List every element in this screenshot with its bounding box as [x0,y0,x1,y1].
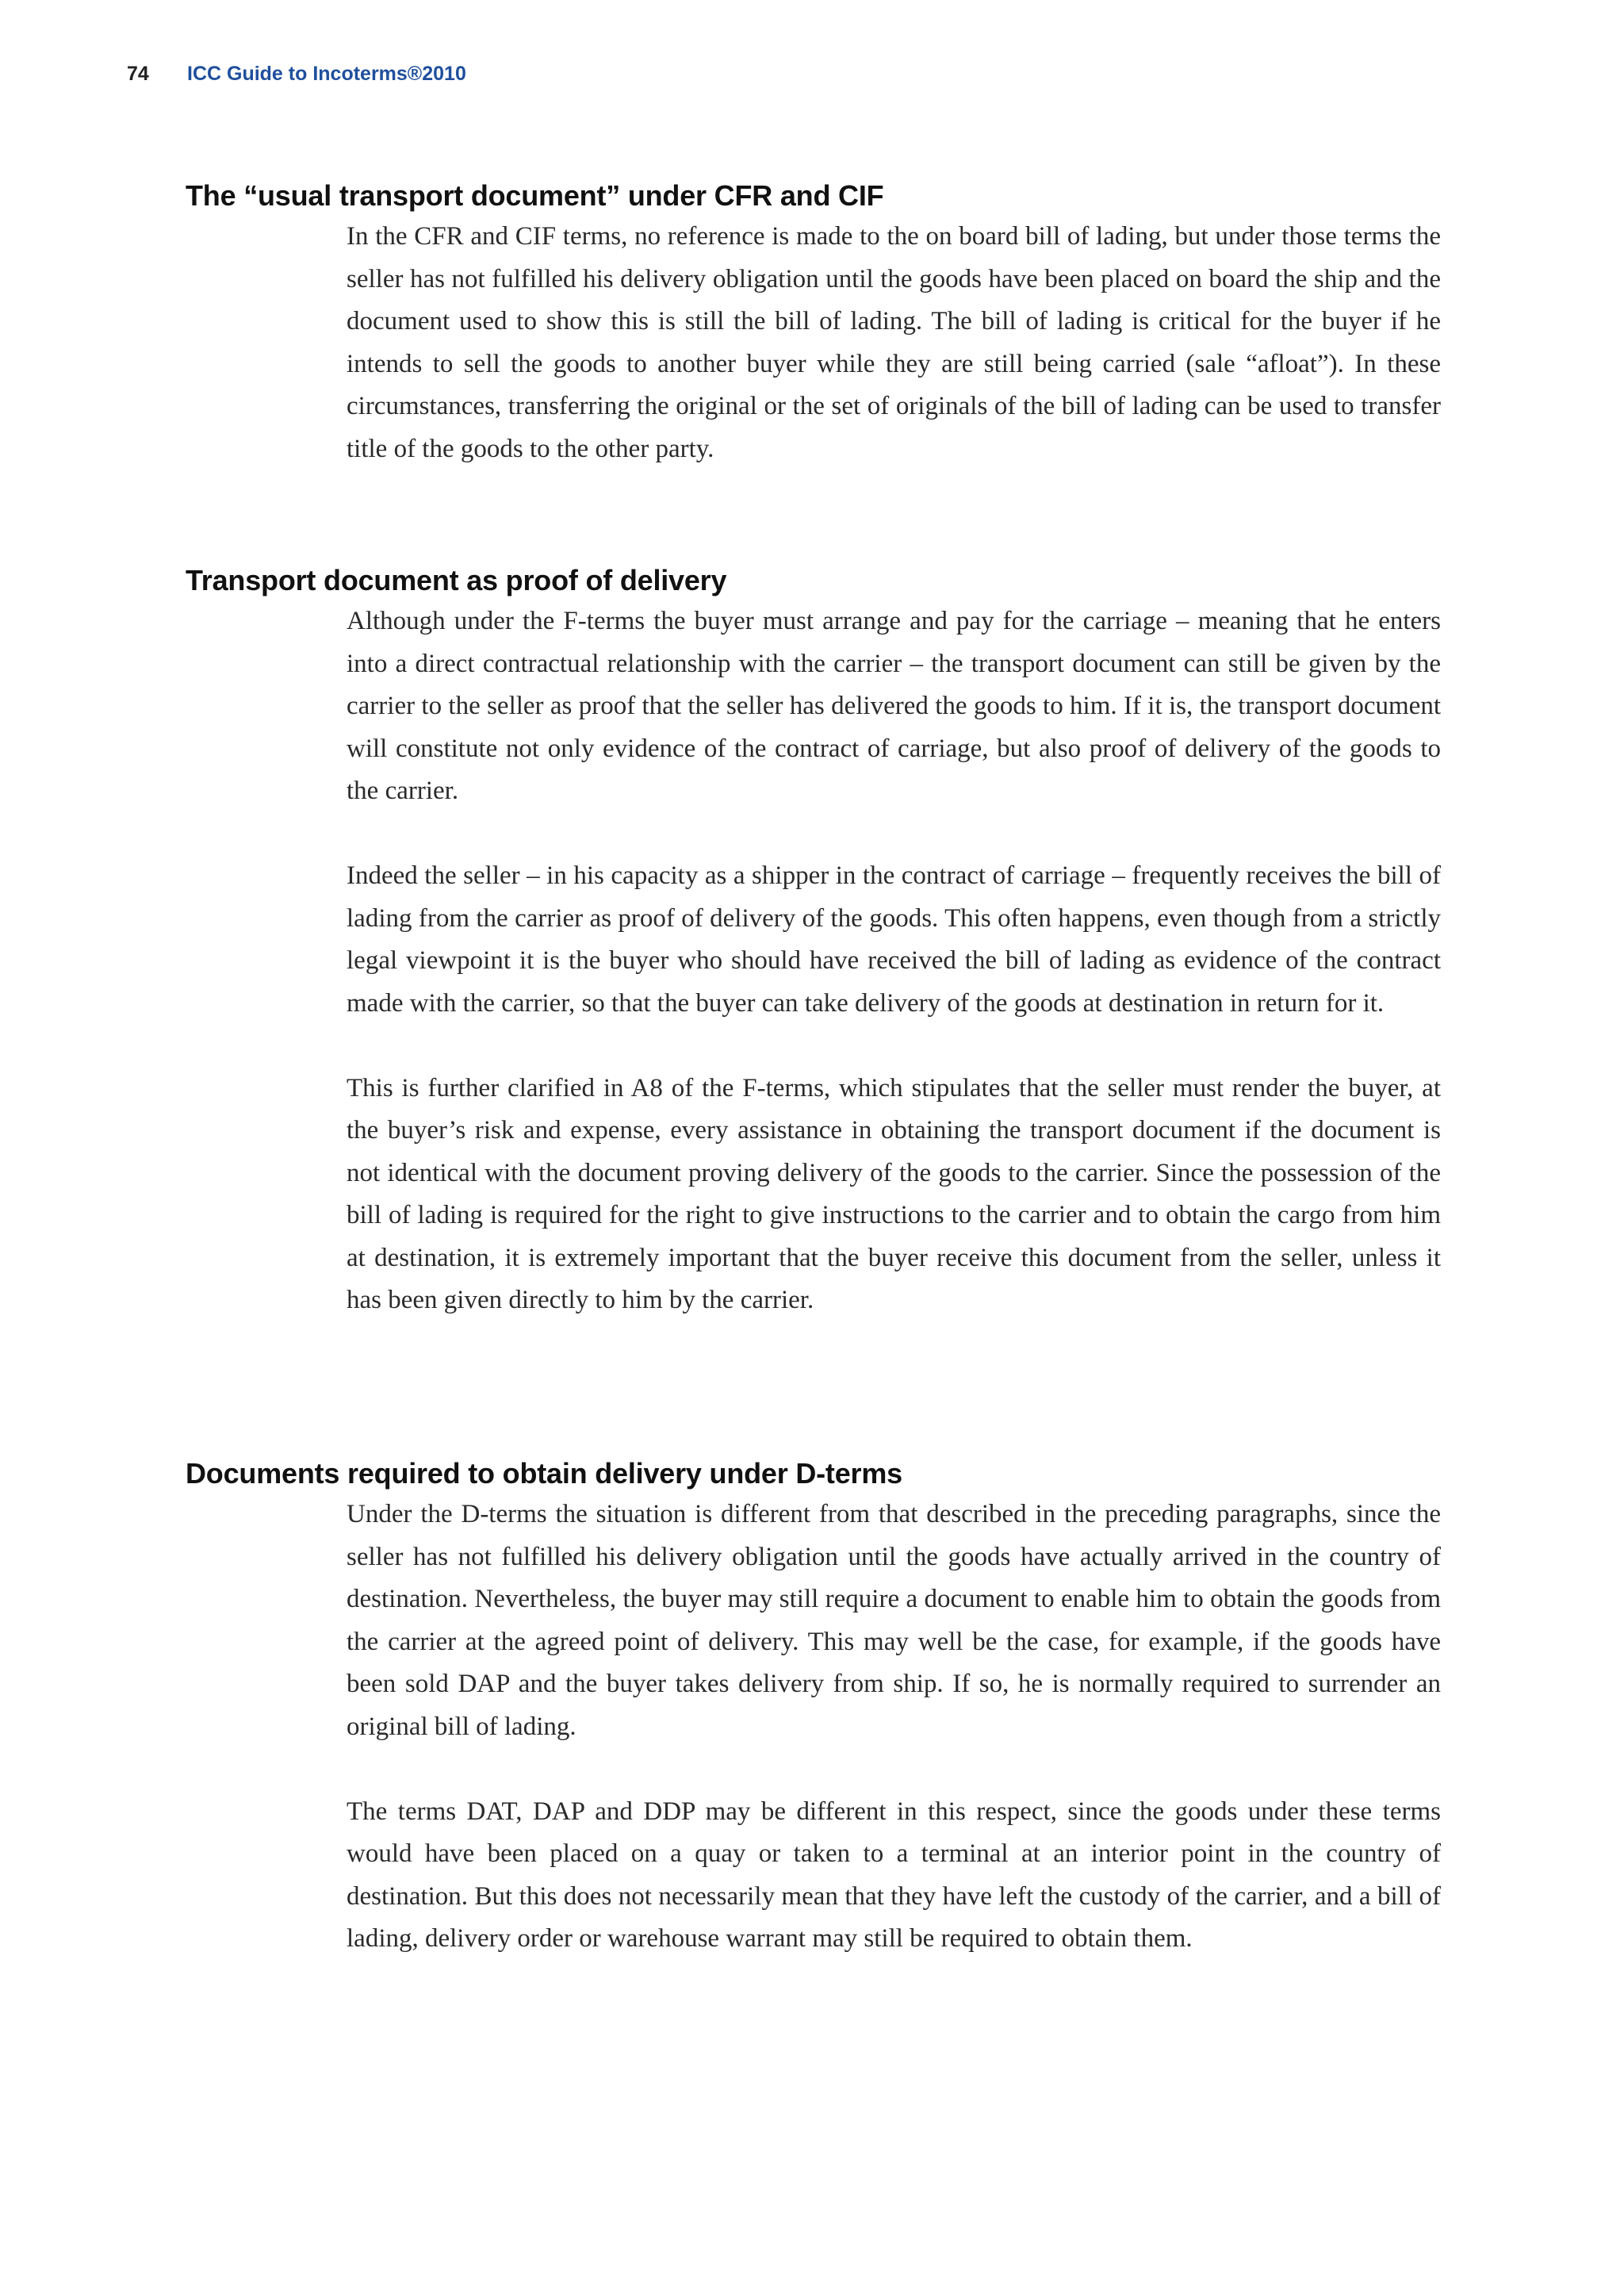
section-heading: The “usual transport document” under CFR and CIF [186,179,884,212]
body-paragraph: The terms DAT, DAP and DDP may be different in this respect, since the goods under these terms would have been placed on a quay or taken to a terminal at an interior point in the country of destination. But this does not necessarily mean that they have left the custody of the carrier, and a bill of lading, delivery order or warehouse warrant may still be required to obtain them. [347,1797,1441,1953]
body-paragraph: This is further clarified in A8 of the F-terms, which stipulates that the seller must render the buyer, at the buyer’s risk and expense, every assistance in obtaining the transport document if the document is not identical with the document proving delivery of the goods to the carrier. Since the possession of the bill of lading is required for the right to give instructions to the carrier and to obtain the cargo from him at destination, it is extremely important that the buyer receive this document from the seller, unless it has been given directly to him by the carrier. [347,1073,1441,1314]
running-header [127,60,466,87]
body-paragraph: In the CFR and CIF terms, no reference is made to the on board bill of lading, but under those terms the seller has not fulfilled his delivery obligation until the goods have been placed on board the ship and the document used to show this is still the bill of lading. The bill of lading is critical for the buyer if he intends to sell the goods to another buyer while they are still being carried (sale “afloat”). In these circumstances, transferring the original or the set of originals of the bill of lading can be used to transfer title of the goods to the other party. [347,222,1441,463]
body-paragraph: Indeed the seller – in his capacity as a shipper in the contract of carriage – frequently receives the bill of lading from the carrier as proof of delivery of the goods. This often happens, even though from a strictly legal viewpoint it is the buyer who should have received the bill of lading as evidence of the contract made with the carrier, so that the buyer can take delivery of the goods at destination in return for it. [347,861,1441,1018]
body-paragraph: Although under the F-terms the buyer must arrange and pay for the carriage – meaning that he enters into a direct contractual relationship with the carrier – the transport document can still be given by the carrier to the seller as proof that the seller has delivered the goods to him. If it is, the transport document will constitute not only evidence of the contract of carriage, but also proof of delivery of the goods to the carrier. [347,607,1441,805]
body-paragraph: Under the D-terms the situation is different from that described in the preceding paragraphs, since the seller has not fulfilled his delivery obligation until the goods have actually arrived in the country of destination. Nevertheless, the buyer may still require a document to enable him to obtain the goods from the carrier at the agreed point of delivery. This may well be the case, for example, if the goods have been sold DAP and the buyer takes delivery from ship. If so, he is normally required to surrender an original bill of lading. [347,1500,1441,1741]
section-d-terms-documents [0,1454,1624,1961]
section-proof-of-delivery [0,561,1624,1322]
section-heading: Transport document as proof of delivery [186,564,727,596]
page-number: 74 [127,63,149,85]
book-title: ICC Guide to Incoterms®2010 [187,63,466,85]
section-usual-transport-document [0,176,1624,470]
section-heading: Documents required to obtain delivery under D-terms [186,1457,902,1490]
